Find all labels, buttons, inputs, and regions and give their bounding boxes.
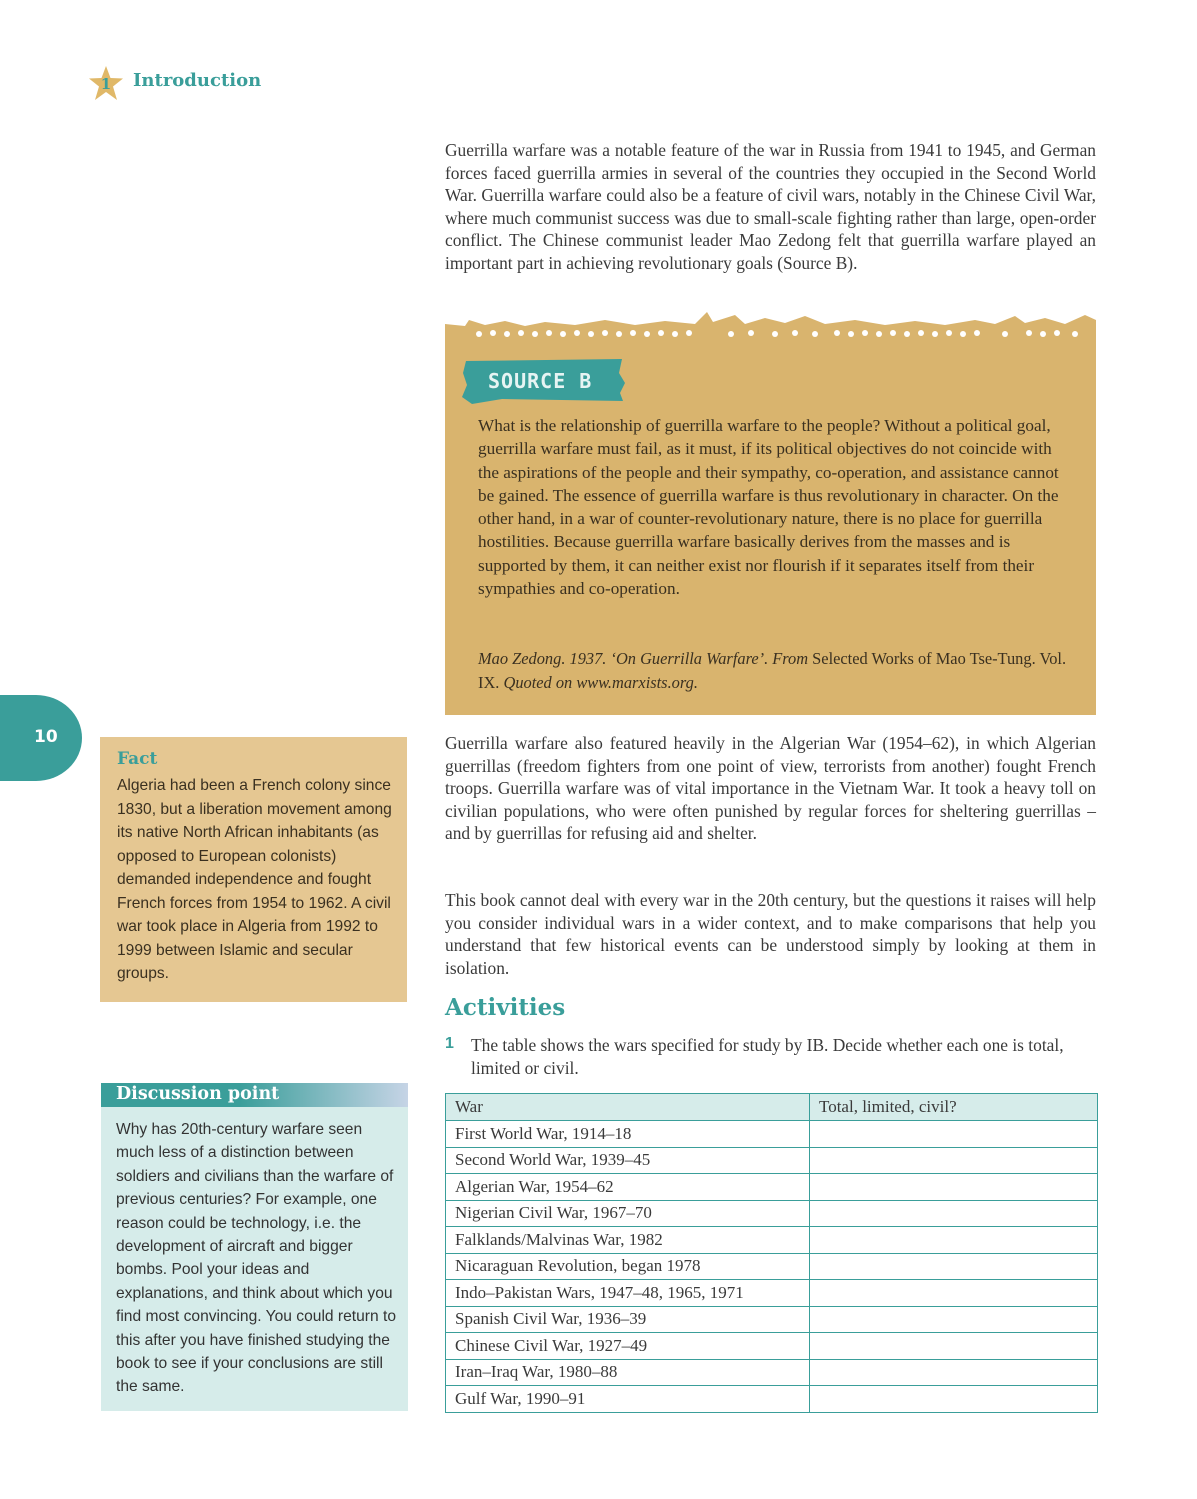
table-row [446, 1147, 1098, 1174]
table-header-type: Total, limited, civil? [810, 1094, 1098, 1121]
answer-cell[interactable] [810, 1359, 1098, 1386]
fact-box [100, 737, 407, 1002]
answer-cell[interactable] [810, 1280, 1098, 1307]
answer-cell[interactable] [810, 1306, 1098, 1333]
table-row [446, 1359, 1098, 1386]
table-row [446, 1333, 1098, 1360]
chapter-star-icon [86, 64, 126, 104]
activity-number: 1 [445, 1035, 454, 1052]
activity-text: The table shows the wars specified for study by IB. Decide whether each one is total, limited or civil. [471, 1035, 1064, 1078]
source-label-tag [462, 359, 626, 405]
discussion-text: Why has 20th-century warfare seen much less of a distinction between soldiers and civilians than the warfare of previous centuries? For example, one reason could be technology, i.e. the development of aircraft and bigger bombs. Pool your ideas and explanations, and think about which you find most convincing. You could return to this after you have finished studying the book to see if your conclusions are still the same. [116, 1121, 396, 1396]
war-cell: Nicaraguan Revolution, began 1978 [446, 1253, 810, 1280]
answer-cell[interactable] [810, 1121, 1098, 1148]
discussion-heading: Discussion point [116, 1084, 280, 1104]
fact-text: Algeria had been a French colony since 1830, but a liberation movement among its native North African inhabitants (as opposed to European colonists) demanded independence and fought French forces from 1954 to 1962. A civil war took place in Algeria from 1992 to 1999 between Islamic and secular groups. [117, 777, 392, 982]
war-cell: Algerian War, 1954–62 [446, 1174, 810, 1201]
answer-cell[interactable] [810, 1386, 1098, 1413]
table-header-row [446, 1094, 1098, 1121]
war-cell: Chinese Civil War, 1927–49 [446, 1333, 810, 1360]
table-row [446, 1227, 1098, 1254]
war-cell: Nigerian Civil War, 1967–70 [446, 1200, 810, 1227]
table-row [446, 1386, 1098, 1413]
chapter-number: 1 [100, 75, 112, 93]
chapter-title: Introduction [133, 70, 262, 91]
source-citation [478, 647, 1068, 694]
source-b-box [445, 312, 1096, 715]
table-row [446, 1121, 1098, 1148]
wars-table [445, 1093, 1098, 1413]
answer-cell[interactable] [810, 1200, 1098, 1227]
war-cell: Second World War, 1939–45 [446, 1147, 810, 1174]
answer-cell[interactable] [810, 1174, 1098, 1201]
table-row [446, 1253, 1098, 1280]
answer-cell[interactable] [810, 1333, 1098, 1360]
paragraph-algerian-war: Guerrilla warfare also featured heavily in the Algerian War (1954–62), in which Algerian guerrillas (freedom fighters from one point of view, terrorists from another) fought French troops. Guerrilla warfare was of vital importance in the Vietnam War. It took a heavy toll on civilian populations, who were often punished by regular forces for sheltering guerrillas – and by guerrillas for refusing aid and shelter. [445, 733, 1096, 844]
fact-heading: Fact [117, 749, 158, 769]
discussion-header-bar [101, 1083, 408, 1107]
war-cell: First World War, 1914–18 [446, 1121, 810, 1148]
table-row [446, 1200, 1098, 1227]
source-quote: What is the relationship of guerrilla warfare to the people? Without a political goal, guerrilla warfare must fail, as it must, if its political objectives do not coincide with the aspirations of the people and their sympathy, co-operation, and assistance cannot be gained. The essence of guerrilla warfare is thus revolutionary in character. On the other hand, in a war of counter-revolutionary nature, there is no place for guerrilla hostilities. Because guerrilla warfare basically derives from the masses and is supported by them, it can neither exist nor flourish if it separates itself from their sympathies and co-operation. [478, 416, 1059, 599]
answer-cell[interactable] [810, 1253, 1098, 1280]
intro-paragraph: Guerrilla warfare was a notable feature of the war in Russia from 1941 to 1945, and German forces faced guerrilla armies in several of the countries they occupied in the Second World War. Guerrilla warfare could also be a feature of civil wars, notably in the Chinese Civil War, where much communist success was due to small-scale fighting rather than large, open-order conflict. The Chinese communist leader Mao Zedong felt that guerrilla warfare played an important part in achieving revolutionary goals (Source B). [445, 140, 1096, 273]
citation-part-3: Quoted on www.marxists.org. [503, 672, 698, 692]
war-cell: Gulf War, 1990–91 [446, 1386, 810, 1413]
page-number: 10 [34, 727, 58, 747]
citation-part-2: Selected Works of Mao Tse-Tung. Vol. IX. [478, 649, 1067, 692]
answer-cell[interactable] [810, 1147, 1098, 1174]
discussion-point-box [101, 1083, 408, 1411]
paragraph-book-scope: This book cannot deal with every war in the 20th century, but the questions it raises will help you consider individual wars in a wider context, and to make comparisons that help you understand that few historical events can be understood simply by looking at them in isolation. [445, 890, 1096, 978]
answer-cell[interactable] [810, 1227, 1098, 1254]
citation-part-1: Mao Zedong. 1937. ‘On Guerrilla Warfare’. From [478, 649, 809, 668]
source-label: SOURCE B [488, 369, 593, 393]
war-cell: Iran–Iraq War, 1980–88 [446, 1359, 810, 1386]
war-cell: Spanish Civil War, 1936–39 [446, 1306, 810, 1333]
table-row [446, 1174, 1098, 1201]
war-cell: Falklands/Malvinas War, 1982 [446, 1227, 810, 1254]
table-header-war: War [446, 1094, 810, 1121]
activities-heading: Activities [445, 994, 566, 1021]
table-row [446, 1280, 1098, 1307]
table-row [446, 1306, 1098, 1333]
war-cell: Indo–Pakistan Wars, 1947–48, 1965, 1971 [446, 1280, 810, 1307]
